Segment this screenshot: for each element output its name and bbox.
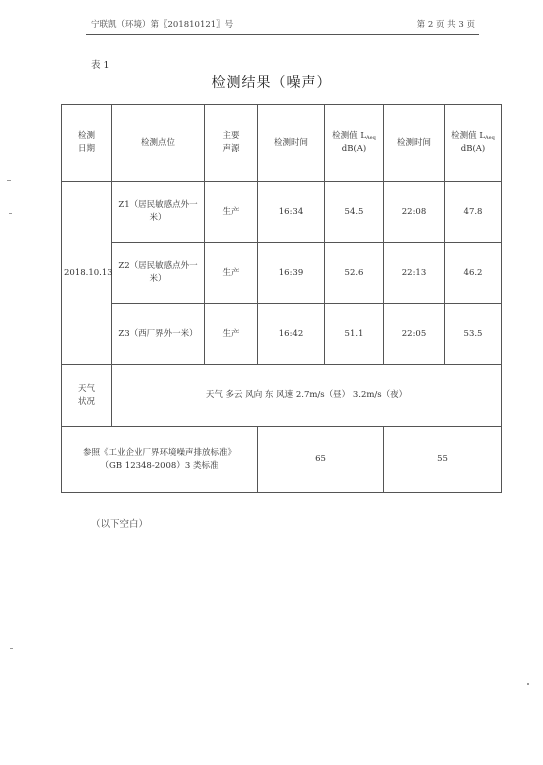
table-row <box>62 182 502 243</box>
date-cell: 2018.10.13 <box>62 182 112 365</box>
col-header-value-day-sub: Aeq <box>366 135 376 142</box>
weather-label-l1: 天气 <box>77 383 95 394</box>
header-row <box>62 105 502 182</box>
header-rule <box>86 34 479 35</box>
value-night-cell: 47.8 <box>445 182 502 243</box>
col-header-value-night-l2: dB(A) <box>460 144 486 154</box>
value-night-cell: 53.5 <box>445 304 502 365</box>
col-header-time-night: 检测时间 <box>384 105 445 182</box>
scan-speck <box>527 683 529 685</box>
noise-results-table <box>61 104 502 493</box>
value-night-cell: 46.2 <box>445 243 502 304</box>
col-header-date-l2: 日期 <box>77 144 95 154</box>
time-night-cell: 22:05 <box>384 304 445 365</box>
standard-night-limit: 55 <box>384 427 502 493</box>
blank-below-note: （以下空白） <box>91 519 149 530</box>
value-day-cell: 52.6 <box>325 243 384 304</box>
standard-day-limit: 65 <box>258 427 384 493</box>
col-header-value-night-l1: 检测值 L <box>451 131 486 142</box>
value-day-cell: 54.5 <box>325 182 384 243</box>
weather-label-l2: 状况 <box>77 396 95 407</box>
page-title: 检测结果（噪声） <box>211 75 332 91</box>
source-cell: 生产 <box>205 182 258 243</box>
time-day-cell: 16:42 <box>258 304 325 365</box>
col-header-value-night-sub: Aeq <box>485 135 495 142</box>
standard-line-2: （GB 12348-2008）3 类标准 <box>100 460 219 471</box>
time-night-cell: 22:08 <box>384 182 445 243</box>
time-night-cell: 22:13 <box>384 243 445 304</box>
col-header-value-night <box>445 105 502 182</box>
scan-speck <box>10 648 13 649</box>
col-header-date-l1: 检测 <box>77 131 95 142</box>
col-header-source <box>205 105 258 182</box>
source-cell: 生产 <box>205 243 258 304</box>
weather-row <box>62 365 502 427</box>
value-day-cell: 51.1 <box>325 304 384 365</box>
time-day-cell: 16:39 <box>258 243 325 304</box>
col-header-source-l2: 声源 <box>222 144 240 154</box>
col-header-value-day-l2: dB(A) <box>341 144 367 154</box>
source-cell: 生产 <box>205 304 258 365</box>
location-cell: Z1（居民敏感点外一米） <box>112 182 205 243</box>
table-label: 表 1 <box>91 60 110 71</box>
document-number: 宁联凯（环境）第〖201810121〗号 <box>91 20 234 30</box>
standard-row <box>62 427 502 493</box>
col-header-date <box>62 105 112 182</box>
col-header-location: 检测点位 <box>112 105 205 182</box>
col-header-value-day-l1: 检测值 L <box>332 131 367 142</box>
col-header-value-day <box>325 105 384 182</box>
weather-label <box>62 365 112 427</box>
scan-speck <box>9 213 12 214</box>
scan-speck <box>7 180 11 181</box>
standard-line-1: 参照《工业企业厂界环境噪声排放标准》 <box>82 447 236 458</box>
location-cell: Z3（西厂界外一米） <box>112 304 205 365</box>
weather-text: 天气 多云 风向 东 风速 2.7m/s（昼） 3.2m/s（夜） <box>112 365 502 427</box>
page-indicator: 第 2 页 共 3 页 <box>416 20 475 30</box>
col-header-time-day: 检测时间 <box>258 105 325 182</box>
table-row <box>62 304 502 365</box>
standard-description <box>62 427 258 493</box>
time-day-cell: 16:34 <box>258 182 325 243</box>
table-row <box>62 243 502 304</box>
col-header-source-l1: 主要 <box>222 131 240 142</box>
location-cell: Z2（居民敏感点外一米） <box>112 243 205 304</box>
